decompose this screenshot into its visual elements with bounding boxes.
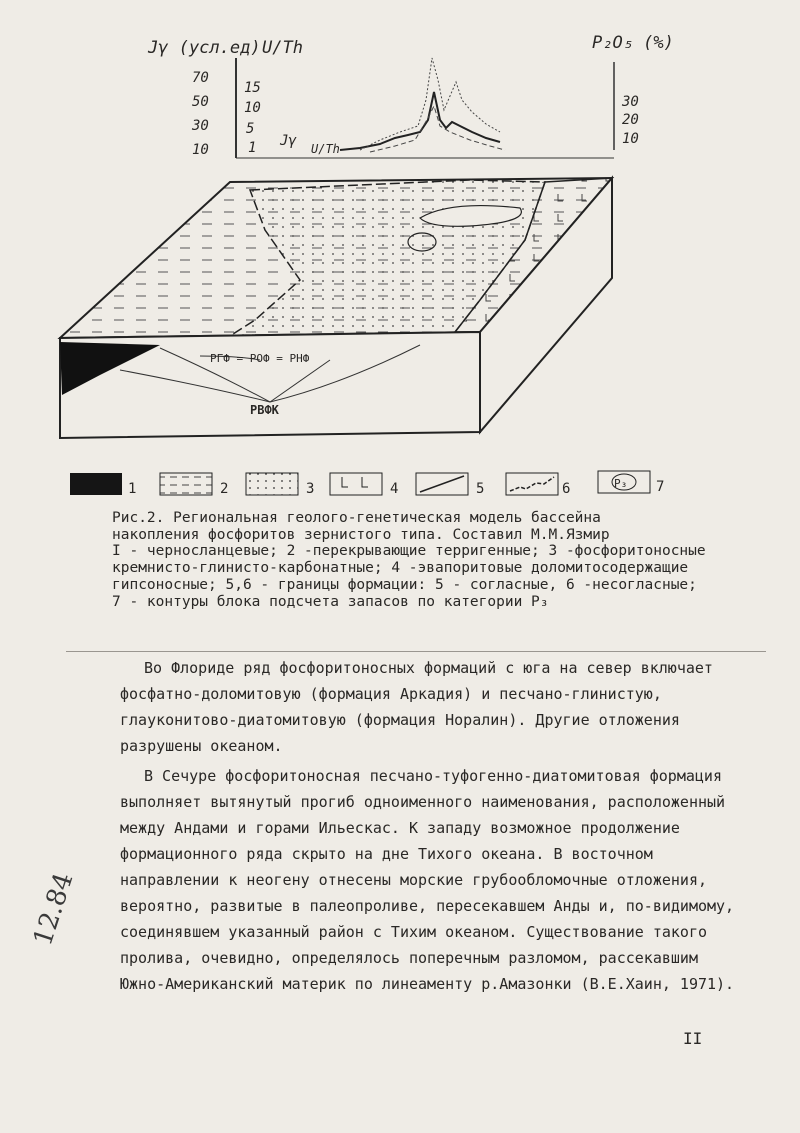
legend-number: 7: [656, 479, 665, 495]
caption-line-2: накопления фосфоритов зернистого типа. Составил М.М.Язмир: [112, 527, 610, 543]
caption-line-1: Рис.2. Региональная геолого-генетическая модель бассейна: [112, 510, 601, 526]
p2o5-curve: [360, 58, 500, 150]
mid-tick: 1: [248, 140, 257, 156]
curve-label-uth: U/Th: [311, 142, 340, 156]
mid-axis-label: U/Th: [262, 38, 303, 58]
left-tick: 30: [192, 118, 209, 134]
left-tick: 10: [192, 142, 209, 158]
paragraph-1: Во Флориде ряд фосфоритоносных формаций с юга на север включает фосфатно-доломитовую (формация Аркадия) и песчано-глинистую, глауконитово-диатомитовую (формация Норалин). Другие отложения разрушены океаном.: [120, 659, 713, 755]
formation-row-label: РГФ = РОФ = РНФ: [210, 352, 310, 365]
legend-p3-symbol: P₃: [614, 477, 628, 490]
legend-number: 2: [220, 481, 229, 497]
legend-swatch-3: [246, 473, 298, 495]
formation-complex-label: РВФК: [250, 403, 279, 417]
right-tick: 20: [622, 112, 639, 128]
page-number: II: [683, 1029, 703, 1048]
profile-chart: [0, 0, 800, 175]
legend-swatch-4: [330, 473, 382, 495]
left-tick: 70: [192, 70, 209, 86]
legend-swatch-2: [160, 473, 212, 495]
paragraph-2: В Сечуре фосфоритоносная песчано-туфогенно-диатомитовая формация выполняет вытянутый прогиб одноименного наименования, расположенный между Андами и горами Ильескас. К западу возможное продолжение формационного ряда скрыто на дне Тихого океана. В восточном направлении к неогену отнесены морские грубообломочные отложения, вероятно, развитые в палеопроливе, пересекавшем Анды и, по-видимому, соединявшем указанный район с Тихим океаном. Существование такого пролива, очевидно, определялось поперечным разломом, рассекавшим Южно-Американский материк по линеаменту р.Амазонки (В.Е.Хаин, 1971).: [120, 767, 735, 993]
right-tick: 30: [622, 94, 639, 110]
block-diagram: [0, 170, 800, 470]
mid-tick: 15: [244, 80, 261, 96]
legend-swatch-1: [70, 473, 122, 495]
legend-number: 3: [306, 481, 315, 497]
right-tick: 10: [622, 131, 639, 147]
legend-row: [0, 465, 800, 505]
legend-number: 5: [476, 481, 485, 497]
margin-handwritten-note: 12.84: [28, 869, 80, 950]
left-tick: 50: [192, 94, 209, 110]
legend-description: I - черносланцевые; 2 -перекрывающие терригенные; 3 -фосфоритоносные кремнисто-глинисто-карбонатные; 4 -эвапоритовые доломитосодержащие гипсоносные; 5,6 - границы формации: 5 - согласные, 6 -несогласные; 7 - контуры блока подсчета запасов по категории P₃: [112, 543, 706, 610]
mid-tick: 5: [246, 121, 255, 137]
left-axis-label: Jγ (усл.ед): [148, 38, 261, 58]
mid-tick: 10: [244, 100, 261, 116]
legend-number: 4: [390, 481, 399, 497]
curve-label-jg: Jγ: [280, 133, 297, 149]
legend-swatch-6: [506, 473, 558, 495]
figure-caption: [112, 510, 712, 544]
separator: [66, 651, 766, 652]
right-axis-label: P₂O₅ (%): [592, 33, 674, 53]
legend-number: 1: [128, 481, 137, 497]
legend-number: 6: [562, 481, 571, 497]
